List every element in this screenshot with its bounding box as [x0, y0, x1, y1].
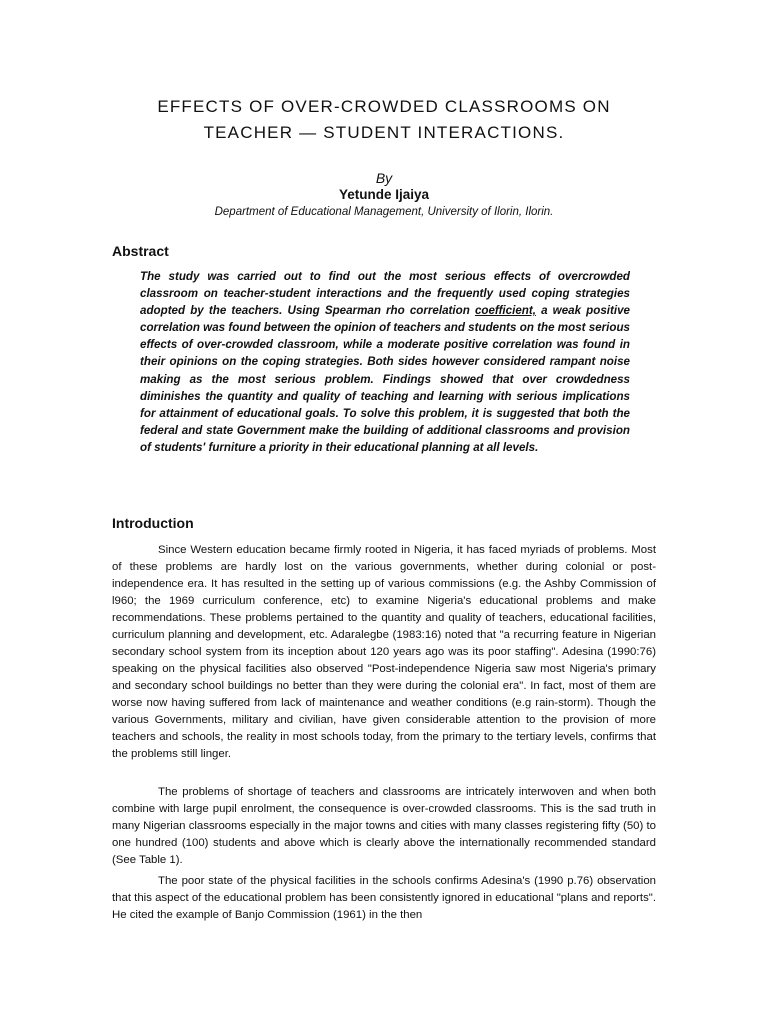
abstract-heading: Abstract: [112, 243, 169, 259]
intro-paragraph-2: The problems of shortage of teachers and classrooms are intricately interwoven and when both combine with large pupil enrolment, the consequence is over-crowded classrooms. This is the sad truth in many Nigerian classrooms especially in the major towns and cities with many classes registering fifty (50) to one hundred (100) students and above which is clearly above the internationally recommended standard (See Table 1).: [112, 786, 656, 866]
introduction-heading: Introduction: [112, 515, 194, 531]
abstract-text-start: The study was carried out to find out the most serious effects of overcrowded classroom on teacher-student interactions and the frequently used coping strategies adopted by the teachers. Using Spearman rho correlation: [140, 270, 630, 318]
by-label: By: [375, 170, 393, 186]
author-name: Yetunde Ijaiya: [338, 187, 430, 202]
intro-paragraph-1: Since Western education became firmly rooted in Nigeria, it has faced myriads of problems. Most of these problems are hardly lost on the various governments, whether during colonial or post-independence era. It has resulted in the setting up of various commissions (e.g. the Ashby Commission of l960; the 1969 curriculum conference, etc) to examine Nigeria's educational problems and make recommendations. These problems pertained to the quantity and quality of teachers, educational facilities, curriculum planning and development, etc. Adaralegbe (1983:16) noted that "a recurring feature in Nigerian secondary school system from its inception about 120 years ago was its poor staffing". Adesina (1990:76) speaking on the physical facilities also observed "Post-independence Nigeria saw most Nigeria's primary and secondary school buildings no better than they were during the colonial era". In fact, most of them are worse now having suffered from lack of maintenance and weather conditions (e.g rain-storm). Though the various Governments, military and civilian, have given considerable attention to the provision of more teachers and schools, the reality in most schools today, from the primary to the tertiary levels, confirms that the problems still linger.: [112, 544, 656, 760]
paper-title-line-1: EFFECTS OF OVER-CROWDED CLASSROOMS ON: [157, 97, 611, 116]
abstract-underlined-word: coefficient,: [474, 304, 536, 318]
paper-title-line-2: TEACHER — STUDENT INTERACTIONS.: [203, 123, 565, 142]
intro-paragraph-3: The poor state of the physical facilities in the schools confirms Adesina's (1990 p.76) observation that this aspect of the educational problem has been consistently ignored in educational "plans and reports". He cited the example of Banjo Commission (1961) in the then: [112, 875, 656, 921]
author-affiliation: Department of Educational Management, University of Ilorin, Ilorin.: [214, 206, 554, 218]
abstract-text-end: a weak positive correlation was found between the opinion of teachers and students on the most serious effects of over-crowded classroom, while a moderate positive correlation was found in their opinions on the coping strategies. Both sides however considered rampant noise making as the most serious problem. Findings showed that over crowdedness diminishes the quantity and quality of teaching and learning with serious implications for attainment of educational goals. To solve this problem, it is suggested that both the federal and state Government make the building of additional classrooms and provision of students' furniture a priority in their educational planning at all levels.: [140, 304, 630, 454]
paper-title: [80, 94, 688, 146]
abstract-body: [140, 268, 630, 456]
